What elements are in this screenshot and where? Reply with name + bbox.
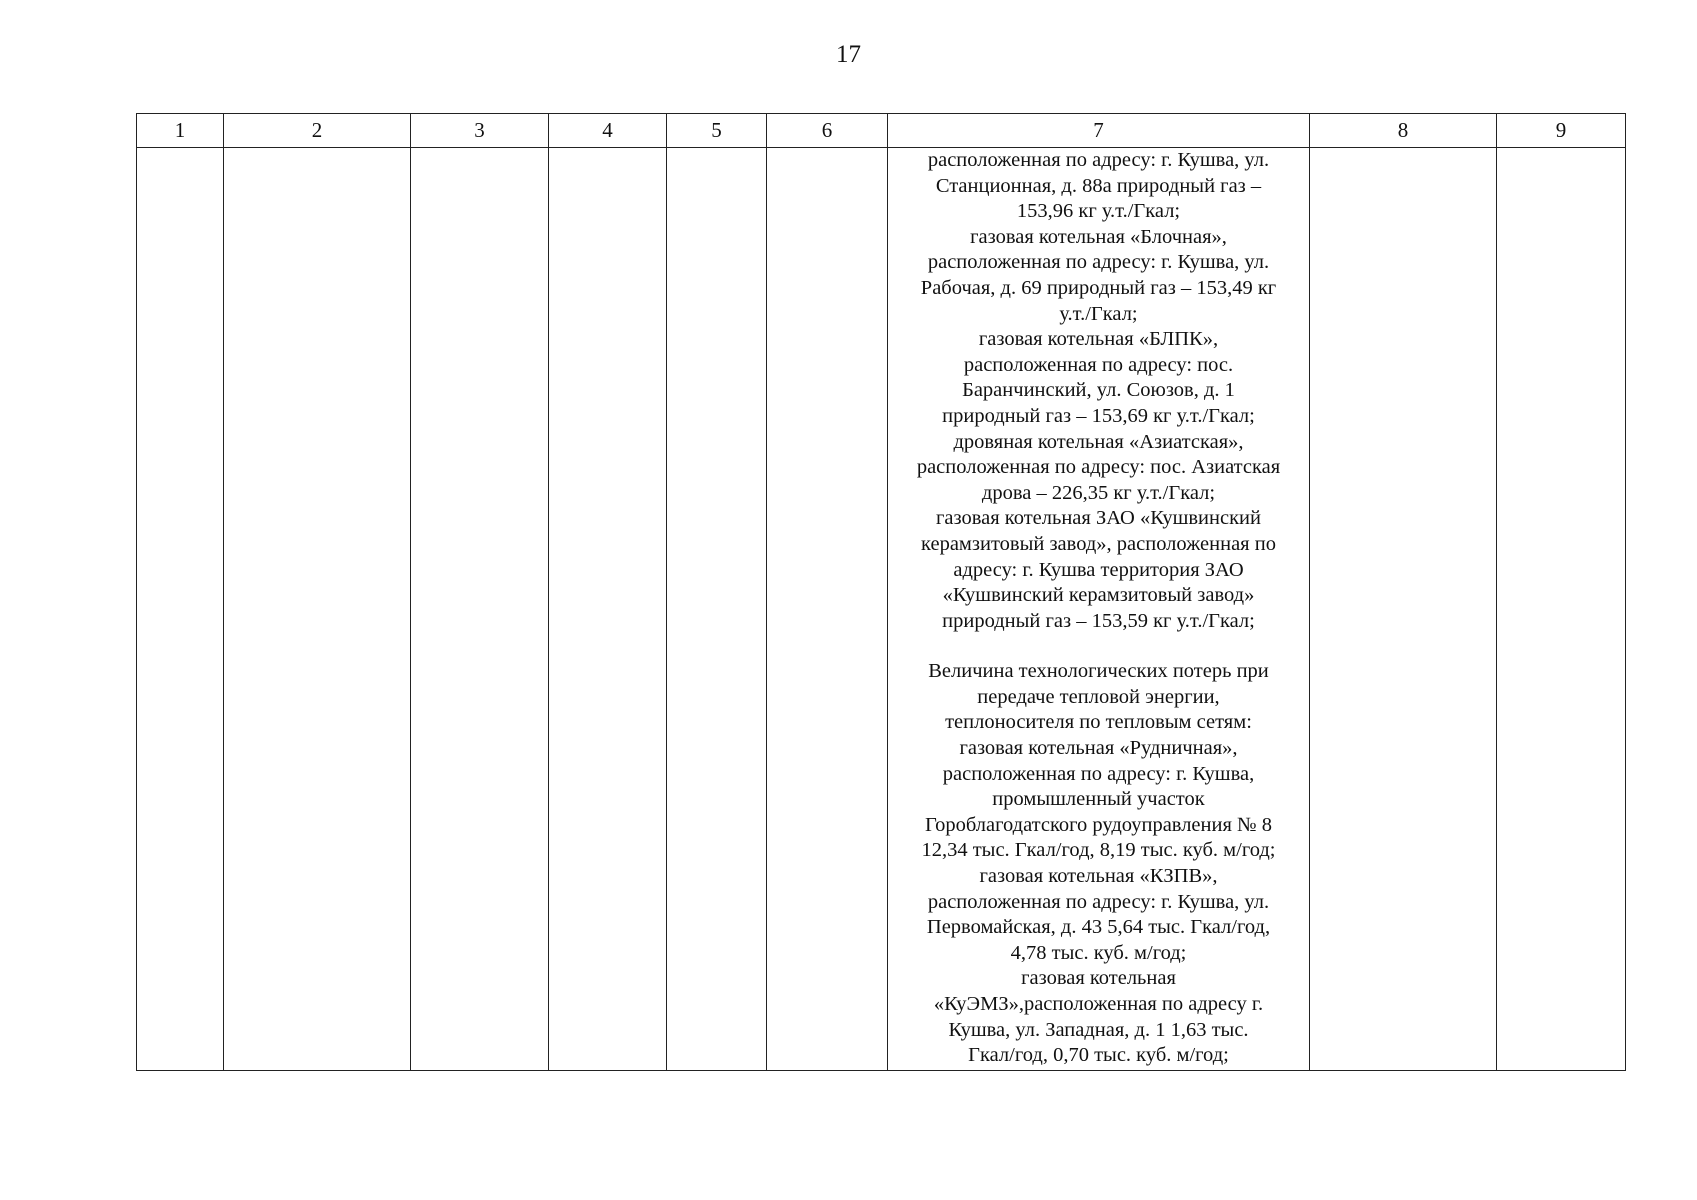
text-line: газовая котельная «Блочная», [970,225,1227,248]
text-line: расположенная по адресу: г. Кушва, ул. [927,251,1270,274]
fuel-consumption-block [888,148,1309,634]
header-row [137,114,1626,148]
cell-col-1 [137,148,224,1071]
header-col-7: 7 [888,114,1310,148]
text-line: дрова – 226,35 кг у.т./Гкал; [981,481,1216,504]
text-line: 12,34 тыс. Гкал/год, 8,19 тыс. куб. м/год; [921,839,1276,862]
cell-col-4 [549,148,667,1071]
header-col-4: 4 [549,114,667,148]
text-line: 4,78 тыс. куб. м/год; [1010,941,1187,964]
cell-col-5 [667,148,767,1071]
text-line: расположенная по адресу: пос. Азиатская [916,456,1281,479]
text-line: «КуЭМЗ»,расположенная по адресу г. [933,993,1264,1015]
text-line: расположенная по адресу: пос. [963,353,1234,376]
cell-col-6 [767,148,888,1071]
page-number: 17 [836,41,861,68]
text-line: 153,96 кг у.т./Гкал; [1016,200,1181,223]
header-col-8: 8 [1310,114,1497,148]
text-line: газовая котельная «БЛПК», [978,328,1219,351]
text-line: газовая котельная «Рудничная», [959,737,1238,760]
text-line: расположенная по адресу: г. Кушва, [942,762,1255,785]
text-line: керамзитовый завод», расположенная по [921,532,1276,555]
text-line: расположенная по адресу: г. Кушва, ул. [927,890,1270,913]
header-col-1: 1 [137,114,224,148]
text-line: «Кушвинский керамзитовый завод» [942,584,1255,607]
text-line: Станционная, д. 88а природный газ – [935,174,1262,197]
text-line: адресу: г. Кушва территория ЗАО [953,558,1244,581]
paragraph-gap [888,634,1309,659]
text-line: Рабочая, д. 69 природный газ – 153,49 кг [920,276,1277,299]
data-table [136,113,1626,1071]
text-line: Кушва, ул. Западная, д. 1 1,63 тыс. [948,1018,1249,1041]
text-line: у.т./Гкал; [1059,302,1138,325]
text-line: газовая котельная [1021,967,1176,990]
text-line: дровяная котельная «Азиатская», [953,430,1244,453]
cell-col-7 [888,148,1310,1071]
text-line: Величина технологических потерь при [928,660,1269,683]
text-line: природный газ – 153,59 кг у.т./Гкал; [942,609,1255,632]
text-line: Гкал/год, 0,70 тыс. куб. м/год; [968,1044,1229,1067]
header-col-3: 3 [411,114,549,148]
text-line: расположенная по адресу: г. Кушва, ул. [927,149,1270,171]
header-col-5: 5 [667,114,767,148]
text-line: природный газ – 153,69 кг у.т./Гкал; [942,404,1255,427]
text-line: газовая котельная «КЗПВ», [979,865,1218,888]
cell-col-3 [411,148,549,1071]
text-line: Баранчинский, ул. Союзов, д. 1 [962,379,1235,402]
text-line: теплоносителя по тепловым сетям: [945,711,1252,734]
text-line: газовая котельная ЗАО «Кушвинский [936,507,1261,530]
header-col-2: 2 [224,114,411,148]
cell-col-2 [224,148,411,1071]
heat-losses-block [888,659,1309,1069]
text-line: передаче тепловой энергии, [977,685,1220,708]
text-line: промышленный участок [992,788,1205,811]
cell-col-8 [1310,148,1497,1071]
text-line: Первомайская, д. 43 5,64 тыс. Гкал/год, [926,916,1271,939]
cell-col-9 [1497,148,1626,1071]
text-line: Гороблагодатского рудоуправления № 8 [925,813,1272,836]
table-row [137,148,1626,1071]
header-col-6: 6 [767,114,888,148]
header-col-9: 9 [1497,114,1626,148]
